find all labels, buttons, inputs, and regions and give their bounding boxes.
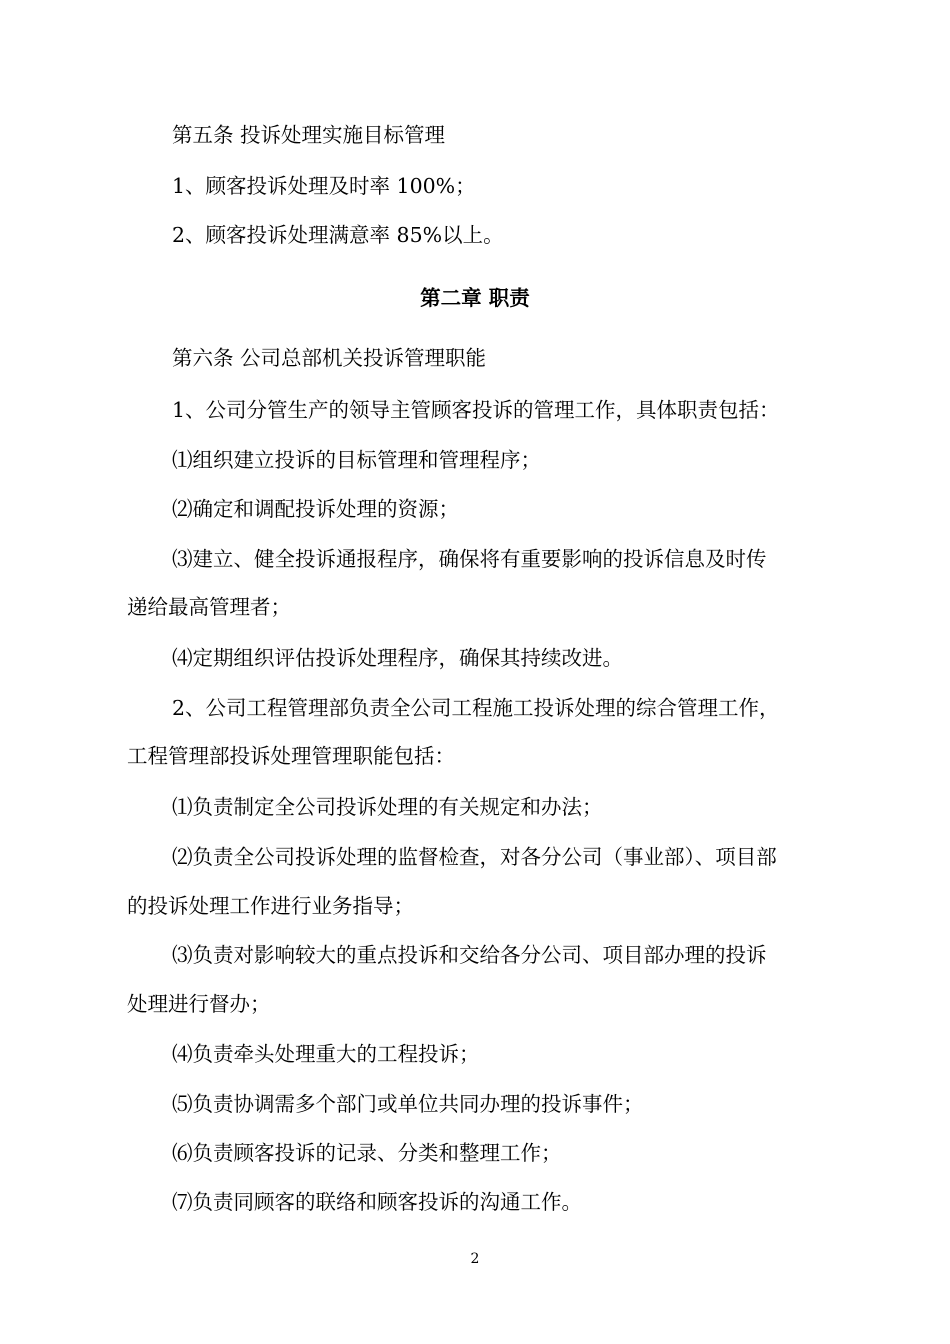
article-6-p1-item-3-line-1: ⑶建立、健全投诉通报程序，确保将有重要影响的投诉信息及时传 xyxy=(172,547,767,571)
article-6-p2-item-7: ⑺负责同顾客的联络和顾客投诉的沟通工作。 xyxy=(172,1190,582,1214)
article-6-paragraph-1: 1、公司分管生产的领导主管顾客投诉的管理工作，具体职责包括： xyxy=(172,398,780,422)
article-5-item-1: 1、顾客投诉处理及时率 100%； xyxy=(172,174,476,198)
article-6-title: 第六条 公司总部机关投诉管理职能 xyxy=(172,346,487,370)
article-5-item-2: 2、顾客投诉处理满意率 85%以上。 xyxy=(172,223,504,247)
article-6-paragraph-2-line-1: 2、公司工程管理部负责全公司工程施工投诉处理的综合管理工作， xyxy=(172,696,780,720)
article-6-p2-item-3-line-2: 处理进行督办； xyxy=(127,992,271,1016)
article-6-p2-item-6: ⑹负责顾客投诉的记录、分类和整理工作； xyxy=(172,1141,562,1165)
article-6-p2-item-2-line-1: ⑵负责全公司投诉处理的监督检查，对各分公司（事业部）、项目部 xyxy=(172,845,777,869)
article-6-p2-item-5: ⑸负责协调需多个部门或单位共同办理的投诉事件； xyxy=(172,1092,644,1116)
article-6-paragraph-2-line-2: 工程管理部投诉处理管理职能包括： xyxy=(127,744,455,768)
article-6-p2-item-2-line-2: 的投诉处理工作进行业务指导； xyxy=(127,894,414,918)
article-6-p1-item-2: ⑵确定和调配投诉处理的资源； xyxy=(172,497,459,521)
chapter-2-heading: 第二章 职责 xyxy=(420,286,530,310)
article-6-p2-item-3-line-1: ⑶负责对影响较大的重点投诉和交给各分公司、项目部办理的投诉 xyxy=(172,943,767,967)
article-6-p1-item-1: ⑴组织建立投诉的目标管理和管理程序； xyxy=(172,448,541,472)
article-6-p1-item-4: ⑷定期组织评估投诉处理程序，确保其持续改进。 xyxy=(172,646,623,670)
article-6-p2-item-4: ⑷负责牵头处理重大的工程投诉； xyxy=(172,1042,480,1066)
article-6-p1-item-3-line-2: 递给最高管理者； xyxy=(127,595,291,619)
article-5-title: 第五条 投诉处理实施目标管理 xyxy=(172,123,446,147)
page-number: 2 xyxy=(470,1251,480,1267)
article-6-p2-item-1: ⑴负责制定全公司投诉处理的有关规定和办法； xyxy=(172,795,603,819)
